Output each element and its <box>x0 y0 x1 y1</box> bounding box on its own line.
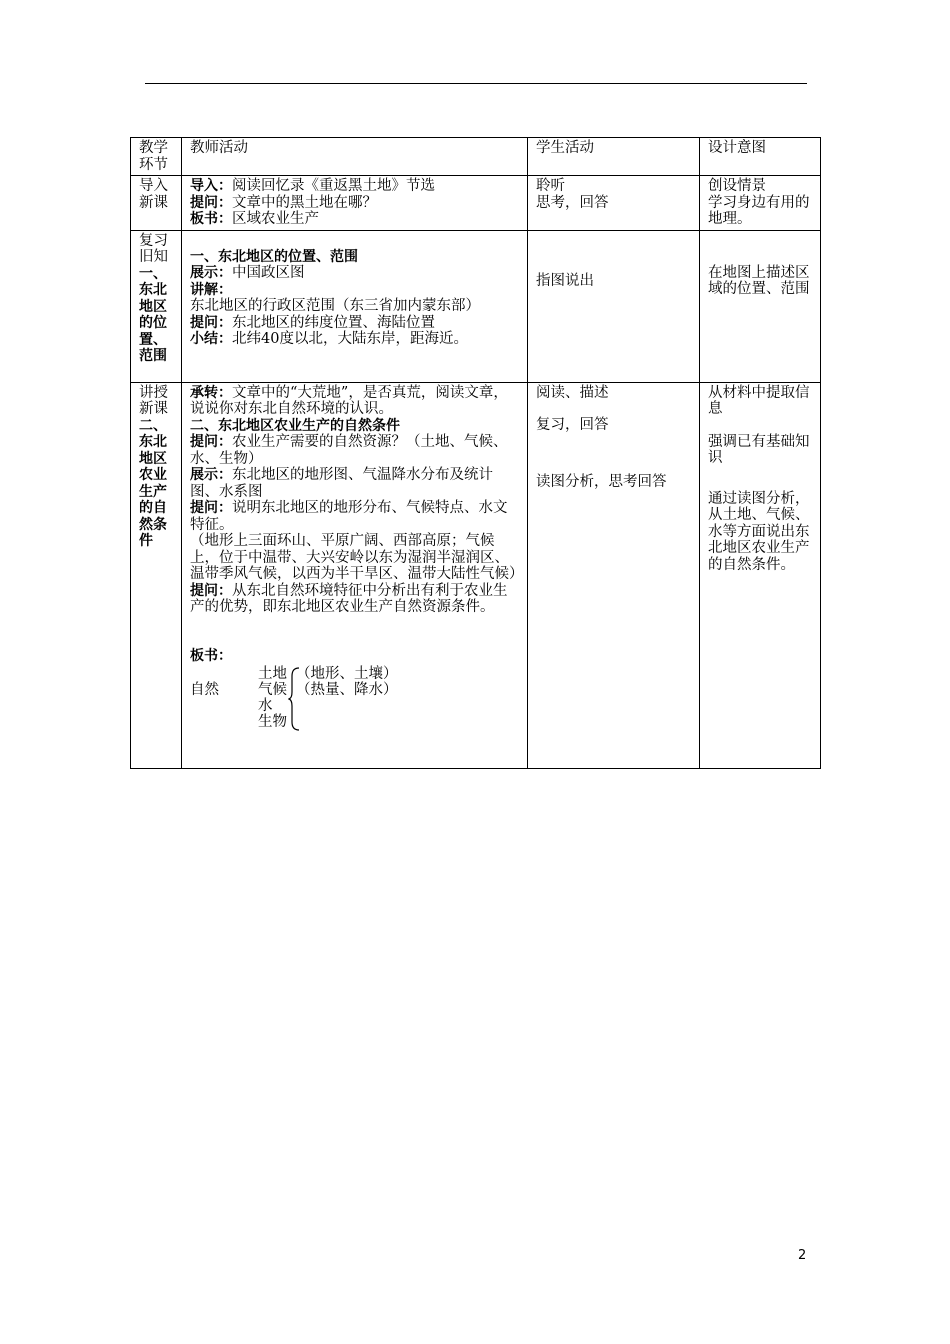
board-diagram <box>190 666 521 730</box>
board-root: 自然 <box>190 682 219 698</box>
teacher-cell <box>182 176 528 231</box>
board-item: 气候 <box>258 682 287 698</box>
header-stage: 教学环节 <box>131 138 182 176</box>
teacher-cell <box>182 230 528 382</box>
text: 东北地区的纬度位置、海陆位置 <box>232 314 435 331</box>
board-item: 水 <box>258 698 273 714</box>
stage-cell <box>131 382 182 768</box>
note: （地形上三面环山、平原广阔、西部高原；气候上，位于中温带、大兴安岭以东为湿润半湿润区、温带季风气候，以西为半干旱区、温带大陆性气候） <box>190 533 524 582</box>
stage-cell: 导入新课 <box>131 176 182 231</box>
board-detail: （热量、降水） <box>296 682 398 698</box>
text: 复习，回答 <box>536 417 609 433</box>
board-item: 生物 <box>258 714 287 730</box>
stage-bold: 二、东北地区农业生产的自然条件 <box>139 417 167 549</box>
text: 阅读、描述 <box>536 384 609 401</box>
stage-plain: 讲授新课 <box>139 384 168 417</box>
intent-cell <box>700 230 821 382</box>
board-label: 板书： <box>190 647 232 664</box>
text: 思考，回答 <box>536 194 609 211</box>
student-cell <box>528 176 700 231</box>
stage-cell <box>131 230 182 382</box>
text: 区域农业生产 <box>232 211 319 227</box>
text: 创设情景 <box>708 178 766 194</box>
label: 展示： <box>190 265 232 281</box>
intent-cell <box>700 176 821 231</box>
label: 承转： <box>190 384 232 401</box>
teacher-cell <box>182 382 528 768</box>
label: 提问： <box>190 434 232 450</box>
table-row <box>131 176 821 231</box>
text: 文章中的“大荒地”，是否真荒，阅读文章，说说你对东北自然环境的认识。 <box>190 384 508 417</box>
lesson-plan-table <box>130 137 821 769</box>
stage-plain: 复习旧知 <box>139 232 168 265</box>
label: 提问： <box>190 582 232 599</box>
page-number: 2 <box>798 1248 807 1263</box>
section-heading: 一、东北地区的位置、范围 <box>190 248 358 265</box>
table-row <box>131 382 821 768</box>
text: 强调已有基础知识 <box>708 433 810 466</box>
section-heading: 二、东北地区农业生产的自然条件 <box>190 417 400 434</box>
text: 指图说出 <box>536 272 594 289</box>
label: 小结： <box>190 331 232 347</box>
text: 东北地区的地形图、气温降水分布及统计图、水系图 <box>190 467 493 500</box>
board-detail: （地形、土壤） <box>296 666 398 682</box>
text: 读图分析，思考回答 <box>536 473 667 490</box>
stage-bold: 一、东北地区的位置、范围 <box>139 265 167 364</box>
text: 学习身边有用的地理。 <box>708 194 810 227</box>
header-rule <box>145 83 807 84</box>
student-cell <box>528 230 700 382</box>
label: 提问： <box>190 314 232 331</box>
label: 提问： <box>190 194 232 211</box>
text: 通过读图分析，从土地、气候、水等方面说出东北地区农业生产的自然条件。 <box>708 490 810 573</box>
label: 展示： <box>190 467 232 483</box>
text: 在地图上描述区域的位置、范围 <box>708 264 810 297</box>
label: 提问： <box>190 500 232 516</box>
header-intent: 设计意图 <box>700 138 821 176</box>
header-student: 学生活动 <box>528 138 700 176</box>
text: 说明东北地区的地形分布、气候特点、水文特征。 <box>190 500 508 533</box>
text: 从材料中提取信息 <box>708 384 810 417</box>
table-row <box>131 230 821 382</box>
label: 讲解： <box>190 281 232 298</box>
text: 农业生产需要的自然资源？（土地、气候、水、生物） <box>190 434 508 467</box>
board-item: 土地 <box>258 666 287 682</box>
text: 文章中的黑土地在哪？ <box>232 194 377 211</box>
text: 北纬40度以北，大陆东岸，距海近。 <box>232 331 468 347</box>
text: 聆听 <box>536 178 565 194</box>
text: 阅读回忆录《重返黑土地》节选 <box>232 178 435 194</box>
header-teacher: 教师活动 <box>182 138 528 176</box>
intent-cell <box>700 382 821 768</box>
table-header-row <box>131 138 821 176</box>
text: 中国政区图 <box>232 265 305 281</box>
label: 板书： <box>190 211 232 227</box>
text: 从东北自然环境特征中分析出有利于农业生产的优势，即东北地区农业生产自然资源条件。 <box>190 582 508 615</box>
student-cell <box>528 382 700 768</box>
label: 导入： <box>190 178 232 194</box>
text: 东北地区的行政区范围（东三省加内蒙东部） <box>190 298 480 314</box>
